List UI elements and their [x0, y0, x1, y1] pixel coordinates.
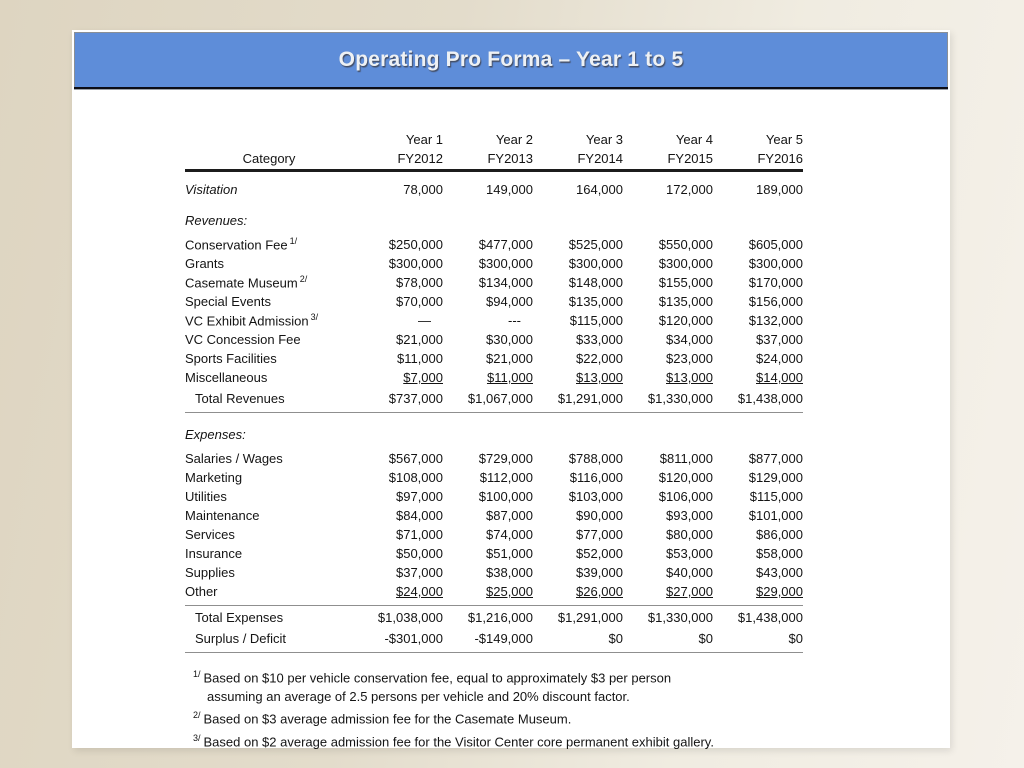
value-year-2: $112,000: [479, 470, 533, 485]
header-fy2013: FY2013: [487, 151, 533, 166]
row-miscellaneous: [185, 368, 803, 387]
value-year-2: $477,000: [478, 237, 533, 252]
value-year-2: $94,000: [486, 294, 533, 309]
value-year-2: $87,000: [486, 508, 533, 523]
value-year-5: $58,000: [756, 546, 803, 561]
value-year-5: $1,438,000: [737, 610, 803, 625]
value-year-4: $811,000: [659, 451, 713, 466]
value-year-4: $550,000: [658, 237, 713, 252]
value-year-4: $13,000: [666, 370, 713, 385]
row-utilities: [185, 487, 803, 506]
value-year-3: $52,000: [576, 546, 623, 561]
section-rule: [185, 605, 803, 606]
value-year-3: $115,000: [569, 313, 623, 328]
row-label: Total Expenses: [195, 610, 284, 625]
value-year-3: $26,000: [576, 584, 623, 599]
value-year-1: $97,000: [396, 489, 443, 504]
value-year-4: $120,000: [658, 470, 713, 485]
value-year-1: $50,000: [396, 546, 443, 561]
row-label: VC Exhibit Admission $^{3/}$: [185, 312, 319, 329]
footnotes: [193, 665, 950, 751]
row-expenses-header: [185, 425, 803, 444]
value-year-2: $25,000: [486, 584, 533, 599]
value-year-4: $1,330,000: [647, 610, 713, 625]
value-year-4: $27,000: [666, 584, 713, 599]
value-year-5: $14,000: [756, 370, 803, 385]
value-year-5: $132,000: [748, 313, 803, 328]
row-label: VC Concession Fee: [185, 332, 301, 347]
value-year-1: $1,038,000: [377, 610, 443, 625]
row-label: Total Revenues: [195, 391, 285, 406]
value-year-2: $134,000: [478, 275, 533, 290]
header-year-4: Year 4: [675, 132, 713, 147]
footnote-marker: 3/: [310, 312, 319, 323]
header-year-3: Year 3: [585, 132, 623, 147]
row-salaries-wages: [185, 449, 803, 468]
value-year-1: $250,000: [388, 237, 443, 252]
row-label: Surplus / Deficit: [195, 631, 287, 646]
table-header-year-row: [185, 128, 803, 147]
row-vc-exhibit-admission: [185, 311, 803, 330]
row-label: Expenses:: [185, 427, 246, 442]
row-sports-facilities: [185, 349, 803, 368]
value-year-3: $116,000: [569, 470, 623, 485]
value-year-5: $115,000: [749, 489, 803, 504]
row-insurance: [185, 544, 803, 563]
row-casemate-museum: [185, 273, 803, 292]
footnote-marker: 2/: [299, 274, 308, 285]
row-label: Other: [185, 584, 218, 599]
value-year-4: $135,000: [658, 294, 713, 309]
value-year-2: $51,000: [486, 546, 533, 561]
section-rule: [185, 652, 803, 653]
value-year-1: $7,000: [403, 370, 443, 385]
page-title: Operating Pro Forma – Year 1 to 5: [338, 48, 684, 71]
value-year-4: $1,330,000: [647, 391, 713, 406]
value-year-3: $33,000: [576, 332, 623, 347]
value-year-4: $34,000: [666, 332, 713, 347]
footnote-3: $^{3/}$ Based on $2 average admission fee for the Visitor Center core permanent exhibit gallery.: [193, 732, 714, 749]
footnote-marker: 3/: [193, 732, 201, 743]
row-label: Services: [185, 527, 235, 542]
footnote-marker: 1/: [193, 669, 201, 679]
value-year-1: $37,000: [396, 565, 443, 580]
header-year-2: Year 2: [495, 132, 533, 147]
value-year-3: $300,000: [568, 256, 623, 271]
header-category: Category: [242, 151, 296, 166]
header-fy2016: FY2016: [757, 151, 803, 166]
value-year-5: $37,000: [756, 332, 803, 347]
value-year-5: $877,000: [748, 451, 803, 466]
value-year-5: $170,000: [748, 275, 803, 290]
value-year-4: $0: [698, 631, 713, 646]
row-maintenance: [185, 506, 803, 525]
value-year-1: $108,000: [388, 470, 443, 485]
value-year-3: $1,291,000: [557, 610, 623, 625]
value-year-1: —: [418, 313, 431, 328]
value-year-5: $29,000: [756, 584, 803, 599]
value-year-5: 189,000: [756, 182, 803, 197]
value-year-1: $24,000: [396, 584, 443, 599]
row-label: Supplies: [185, 565, 235, 580]
header-year-5: Year 5: [765, 132, 803, 147]
value-year-5: $43,000: [756, 565, 803, 580]
row-special-events: [185, 292, 803, 311]
value-year-4: $106,000: [658, 489, 713, 504]
value-year-3: $135,000: [568, 294, 623, 309]
row-conservation-fee: [185, 235, 803, 254]
row-vc-concession-fee: [185, 330, 803, 349]
value-year-2: $30,000: [486, 332, 533, 347]
value-year-2: ---: [508, 313, 521, 328]
value-year-3: $77,000: [576, 527, 623, 542]
header-fy2015: FY2015: [667, 151, 713, 166]
value-year-2: $729,000: [478, 451, 533, 466]
footnote-1: $^{1/}$ Based on $10 per vehicle conservation fee, equal to approximately $3 per person: [193, 669, 672, 686]
value-year-4: $80,000: [666, 527, 713, 542]
footnote-2: $^{2/}$ Based on $3 average admission fee for the Casemate Museum.: [193, 710, 572, 727]
value-year-2: -$149,000: [474, 631, 533, 646]
row-label: Special Events: [185, 294, 271, 309]
header-fy2014: FY2014: [577, 151, 623, 166]
value-year-4: $155,000: [658, 275, 713, 290]
value-year-4: $120,000: [658, 313, 713, 328]
slide: [72, 30, 950, 748]
header-double-rule: [185, 169, 803, 172]
pro-forma-table: [185, 128, 803, 653]
footnote-1-cont: assuming an average of 2.5 persons per vehicle and 20% discount factor.: [207, 689, 630, 705]
row-visitation: [185, 180, 803, 199]
value-year-1: $567,000: [388, 451, 443, 466]
value-year-1: $737,000: [388, 391, 443, 406]
value-year-5: $24,000: [756, 351, 803, 366]
value-year-2: $11,000: [486, 370, 533, 385]
value-year-3: $148,000: [568, 275, 623, 290]
row-total-expenses: [185, 608, 803, 627]
value-year-3: $0: [608, 631, 623, 646]
table-body: [185, 180, 803, 653]
title-bar: [74, 32, 948, 87]
value-year-5: $605,000: [748, 237, 803, 252]
value-year-3: $22,000: [576, 351, 623, 366]
footnote-marker: 1/: [289, 236, 298, 247]
value-year-1: $78,000: [396, 275, 443, 290]
value-year-5: $1,438,000: [737, 391, 803, 406]
table-header-fy-row: [185, 147, 803, 166]
row-revenues-header: [185, 211, 803, 230]
value-year-3: $90,000: [576, 508, 623, 523]
value-year-3: $1,291,000: [557, 391, 623, 406]
value-year-4: $40,000: [666, 565, 713, 580]
value-year-4: $300,000: [658, 256, 713, 271]
row-label: Insurance: [185, 546, 243, 561]
value-year-2: 149,000: [486, 182, 533, 197]
row-label: Grants: [185, 256, 225, 271]
value-year-1: $300,000: [388, 256, 443, 271]
value-year-1: 78,000: [403, 182, 443, 197]
value-year-1: $71,000: [396, 527, 443, 542]
value-year-3: $39,000: [576, 565, 623, 580]
row-surplus-deficit: [185, 629, 803, 648]
value-year-3: $13,000: [576, 370, 623, 385]
row-label: Sports Facilities: [185, 351, 277, 366]
value-year-3: $103,000: [568, 489, 623, 504]
title-underline: [74, 87, 948, 90]
row-total-revenues: [185, 389, 803, 408]
value-year-5: $300,000: [748, 256, 803, 271]
footnote-marker: 2/: [193, 710, 201, 721]
value-year-1: -$301,000: [384, 631, 443, 646]
value-year-3: 164,000: [576, 182, 623, 197]
row-other: [185, 582, 803, 601]
row-supplies: [185, 563, 803, 582]
header-year-1: Year 1: [405, 132, 443, 147]
value-year-5: $86,000: [756, 527, 803, 542]
value-year-2: $1,067,000: [467, 391, 533, 406]
value-year-1: $11,000: [396, 351, 443, 366]
value-year-5: $101,000: [748, 508, 803, 523]
value-year-1: $70,000: [396, 294, 443, 309]
value-year-2: $1,216,000: [467, 610, 533, 625]
value-year-3: $788,000: [568, 451, 623, 466]
row-grants: [185, 254, 803, 273]
row-services: [185, 525, 803, 544]
value-year-2: $21,000: [486, 351, 533, 366]
row-label: Conservation Fee $^{1/}$: [185, 236, 298, 253]
row-label: Marketing: [185, 470, 243, 485]
value-year-4: $53,000: [666, 546, 713, 561]
value-year-2: $100,000: [478, 489, 533, 504]
value-year-5: $129,000: [748, 470, 803, 485]
value-year-4: $23,000: [666, 351, 713, 366]
row-label: Casemate Museum $^{2/}$: [185, 274, 308, 291]
value-year-2: $300,000: [478, 256, 533, 271]
value-year-5: $156,000: [748, 294, 803, 309]
header-fy2012: FY2012: [397, 151, 443, 166]
row-label: Miscellaneous: [185, 370, 268, 385]
value-year-1: $84,000: [396, 508, 443, 523]
row-label: Salaries / Wages: [185, 451, 283, 466]
value-year-5: $0: [788, 631, 803, 646]
value-year-1: $21,000: [396, 332, 443, 347]
value-year-2: $38,000: [486, 565, 533, 580]
section-rule: [185, 412, 803, 413]
row-label: Utilities: [185, 489, 227, 504]
row-marketing: [185, 468, 803, 487]
row-label: Maintenance: [185, 508, 260, 523]
value-year-4: 172,000: [666, 182, 713, 197]
value-year-3: $525,000: [568, 237, 623, 252]
row-label: Visitation: [185, 182, 238, 197]
value-year-2: $74,000: [486, 527, 533, 542]
row-label: Revenues:: [185, 213, 248, 228]
value-year-4: $93,000: [666, 508, 713, 523]
